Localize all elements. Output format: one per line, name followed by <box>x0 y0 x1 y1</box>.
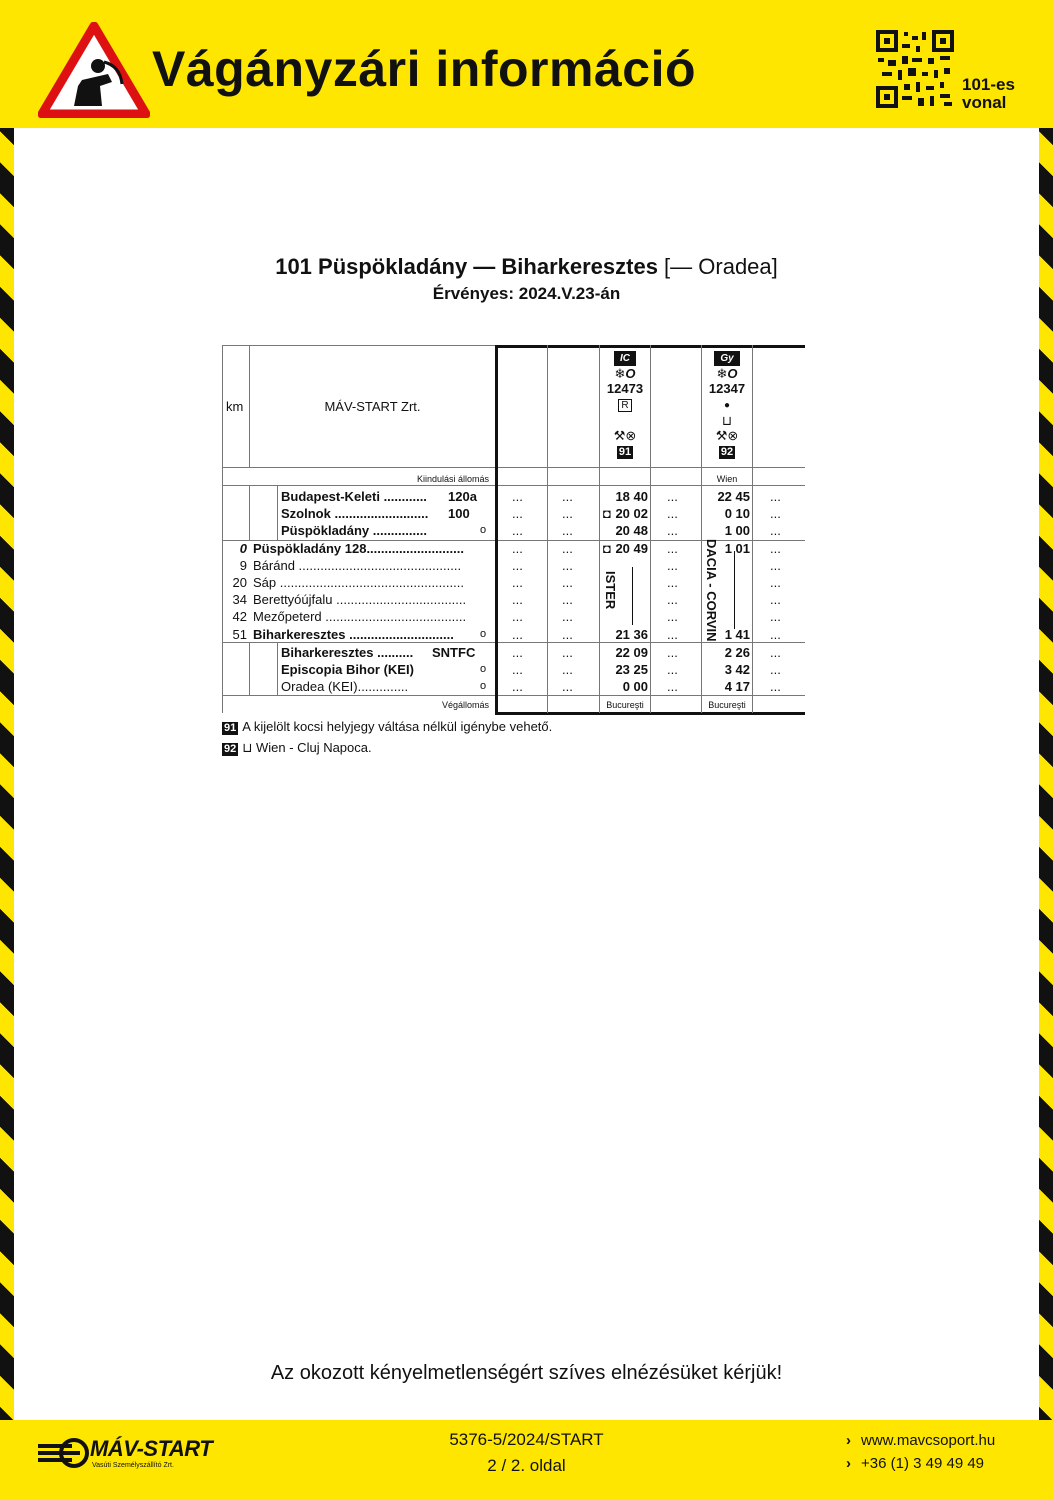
page-body <box>14 128 1039 1420</box>
row-empty-cell: ... <box>512 541 523 556</box>
train-1-destination: Bucureşti <box>606 700 644 710</box>
row-empty-cell: ... <box>667 506 678 521</box>
row-empty-cell: ... <box>562 592 573 607</box>
row-station: Episcopia Bihor (KEI) <box>281 662 414 677</box>
row-time-train-2: 1 00 <box>724 523 750 538</box>
phone-number: › +36 (1) 3 49 49 49 <box>846 1455 985 1472</box>
row-reference: 120a <box>448 489 477 504</box>
row-empty-cell: ... <box>667 592 678 607</box>
row-empty-cell: ... <box>562 679 573 694</box>
train-2-note: 92 <box>720 446 734 458</box>
row-time-train-2: 2 26 <box>724 645 750 660</box>
company-header: MÁV-START Zrt. <box>324 399 421 414</box>
destination-label: Végállomás <box>441 700 489 710</box>
row-empty-cell: ... <box>770 575 781 590</box>
train-1-number: 12473 <box>606 381 644 396</box>
row-empty-cell: ... <box>512 523 523 538</box>
row-empty-cell: ... <box>562 558 573 573</box>
row-km: 9 <box>239 558 247 573</box>
row-empty-cell: ... <box>562 575 573 590</box>
document-reference: 5376-5/2024/START <box>449 1430 604 1449</box>
row-empty-cell: ... <box>667 645 678 660</box>
row-time-train-2: 22 45 <box>717 489 750 504</box>
row-empty-cell: ... <box>562 506 573 521</box>
row-empty-cell: ... <box>512 662 523 677</box>
row-station: Berettyóújfalu .................................... <box>253 592 467 607</box>
sleeper-car-icon: ⊔ <box>242 740 257 755</box>
connection-square-icon: ◘ <box>603 506 611 521</box>
stop-circle-icon: o <box>480 628 487 640</box>
qr-code-icon <box>876 30 954 108</box>
line-label: 101-es vonal <box>962 75 1015 112</box>
km-header: km <box>226 399 244 414</box>
train-2-destination: Bucureşti <box>708 700 746 710</box>
page-number: 2 / 2. oldal <box>487 1456 566 1475</box>
bike-restaurant-icon: ⚒⊗ <box>613 428 637 443</box>
row-time-train-2: 3 42 <box>724 662 750 677</box>
row-empty-cell: ... <box>512 506 523 521</box>
sleeper-car-icon: ⊔ <box>721 413 733 428</box>
row-empty-cell: ... <box>770 609 781 624</box>
row-empty-cell: ... <box>667 558 678 573</box>
row-time-train-2: 0 10 <box>724 506 750 521</box>
row-km: 34 <box>232 592 247 607</box>
row-empty-cell: ... <box>512 558 523 573</box>
row-empty-cell: ... <box>770 541 781 556</box>
stop-circle-icon: o <box>480 680 487 692</box>
row-empty-cell: ... <box>562 489 573 504</box>
row-time-train-2: 4 17 <box>724 679 750 694</box>
row-km: 42 <box>232 609 247 624</box>
row-station: Budapest-Keleti ............ <box>281 489 427 504</box>
snowflake-icon: ❄ <box>614 366 626 381</box>
train-1-name: ISTER <box>603 571 618 610</box>
row-station: Püspökladány 128........................... <box>253 541 464 556</box>
row-station: Biharkeresztes .......... <box>281 645 414 660</box>
row-station: Oradea (KEI).............. <box>281 679 409 694</box>
row-empty-cell: ... <box>562 662 573 677</box>
row-time-train-1: 20 49 <box>615 541 648 556</box>
mav-start-logo-text: MÁV-START <box>90 1436 213 1461</box>
row-time-train-1: 21 36 <box>615 627 648 642</box>
row-time-train-1: 0 00 <box>622 679 648 694</box>
row-time-train-1: 20 02 <box>615 506 648 521</box>
train-2-name: DACIA - CORVIN <box>704 539 719 642</box>
footnote-92: 92 ⊔ Wien - Cluj Napoca. <box>224 740 372 755</box>
row-empty-cell: ... <box>562 541 573 556</box>
chevron-right-icon: › <box>846 1432 851 1449</box>
row-time-train-2: 1 41 <box>724 627 750 642</box>
row-empty-cell: ... <box>562 523 573 538</box>
row-empty-cell: ... <box>667 541 678 556</box>
row-empty-cell: ... <box>770 523 781 538</box>
train-1-type: IC <box>614 351 636 366</box>
roadwork-warning-icon <box>38 22 150 118</box>
row-empty-cell: ... <box>512 575 523 590</box>
left-hazard-stripe <box>0 0 14 1500</box>
apology-message: Az okozott kényelmetlenségért szíves elnézésüket kérjük! <box>270 1362 783 1384</box>
reservation-icon: R <box>618 399 631 412</box>
train-2-type: Gy <box>714 351 739 366</box>
mav-start-logo-subtitle: Vasúti Személyszállító Zrt. <box>92 1462 174 1469</box>
train-1-header: IC ❄O 12473 R ⚒⊗ 91 <box>606 353 644 458</box>
row-empty-cell: ... <box>667 523 678 538</box>
row-reference: SNTFC <box>432 645 476 660</box>
right-hazard-stripe <box>1039 0 1053 1500</box>
row-km: 20 <box>232 575 247 590</box>
row-time-train-1: 18 40 <box>615 489 648 504</box>
row-empty-cell: ... <box>512 609 523 624</box>
snowflake-icon: ❄ <box>716 366 728 381</box>
page-title: Vágányzári információ <box>152 41 696 97</box>
chevron-right-icon: › <box>846 1455 851 1472</box>
row-empty-cell: ... <box>562 609 573 624</box>
row-empty-cell: ... <box>667 609 678 624</box>
row-station: Mezőpeterd ....................................... <box>253 609 467 624</box>
row-empty-cell: ... <box>512 489 523 504</box>
row-reference: 100 <box>448 506 470 521</box>
timetable <box>222 345 805 715</box>
row-empty-cell: ... <box>667 662 678 677</box>
row-empty-cell: ... <box>770 506 781 521</box>
stop-circle-icon: o <box>480 524 487 536</box>
row-empty-cell: ... <box>667 627 678 642</box>
website-link[interactable]: › www.mavcsoport.hu <box>846 1432 996 1449</box>
train-2-origin: Wien <box>716 474 738 484</box>
footnote-91: 91 A kijelölt kocsi helyjegy váltása nélkül igénybe vehető. <box>224 719 553 734</box>
row-empty-cell: ... <box>770 558 781 573</box>
row-empty-cell: ... <box>512 645 523 660</box>
row-station: Báránd ............................................. <box>253 558 462 573</box>
row-empty-cell: ... <box>667 679 678 694</box>
row-time-train-1: 20 48 <box>615 523 648 538</box>
row-empty-cell: ... <box>562 627 573 642</box>
row-empty-cell: ... <box>562 645 573 660</box>
stop-circle-icon: o <box>480 663 487 675</box>
bike-restaurant-icon: ⚒⊗ <box>715 428 739 443</box>
connection-square-icon: ◘ <box>603 541 611 556</box>
row-empty-cell: ... <box>512 679 523 694</box>
origin-label: Kiindulási állomás <box>416 474 489 484</box>
row-km: 0 <box>239 541 247 556</box>
row-empty-cell: ... <box>512 627 523 642</box>
row-empty-cell: ... <box>770 679 781 694</box>
row-time-train-1: 22 09 <box>615 645 648 660</box>
train-1-note: 91 <box>618 446 632 458</box>
row-empty-cell: ... <box>512 592 523 607</box>
row-empty-cell: ... <box>770 645 781 660</box>
row-station: Sáp ................................................... <box>253 575 464 590</box>
row-time-train-2: 1 01 <box>724 541 750 556</box>
row-station: Püspökladány ............... <box>281 523 427 538</box>
row-empty-cell: ... <box>770 592 781 607</box>
validity-date: Érvényes: 2024.V.23-án <box>432 284 621 303</box>
row-empty-cell: ... <box>770 662 781 677</box>
timetable-title: 101 Püspökladány — Biharkeresztes [— Oradea] <box>275 254 778 279</box>
reservation-icon: ● <box>723 400 731 411</box>
row-empty-cell: ... <box>667 575 678 590</box>
train-2-number: 12347 <box>708 381 746 396</box>
row-empty-cell: ... <box>667 489 678 504</box>
train-2-header: Gy ❄O 12347 ● ⊔ ⚒⊗ 92 <box>708 353 746 458</box>
row-km: 51 <box>232 627 247 642</box>
row-empty-cell: ... <box>770 627 781 642</box>
row-station: Szolnok .......................... <box>281 506 429 521</box>
row-time-train-1: 23 25 <box>615 662 648 677</box>
row-station: Biharkeresztes ............................. <box>253 627 454 642</box>
row-empty-cell: ... <box>770 489 781 504</box>
